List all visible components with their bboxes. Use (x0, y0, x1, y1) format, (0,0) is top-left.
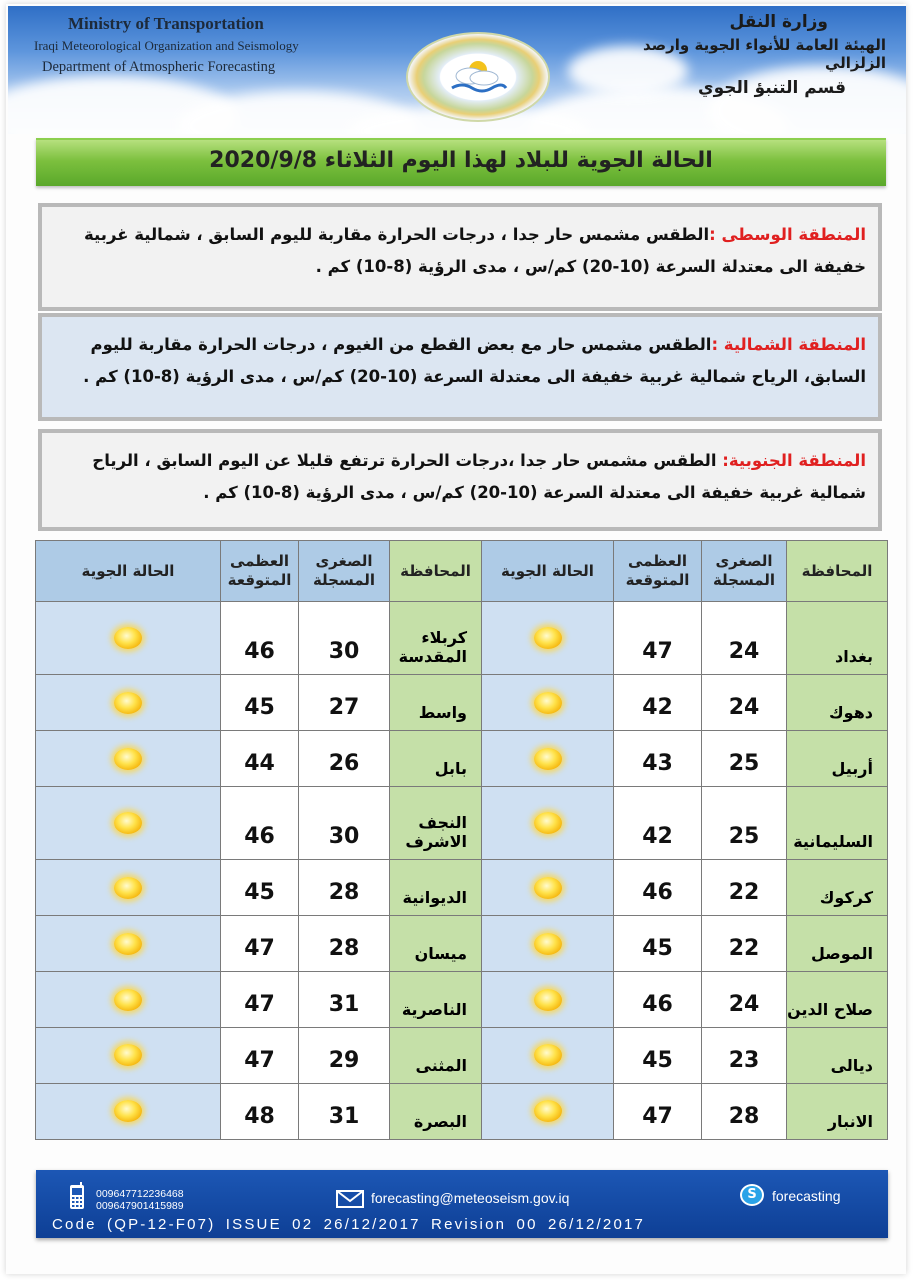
min-temp-cell: 24 (702, 675, 787, 731)
header-governorate: المحافظة (787, 541, 888, 602)
phone-icon (68, 1182, 86, 1210)
region-label: المنطقة الشمالية : (711, 335, 866, 354)
max-temp-cell: 47 (614, 1083, 702, 1139)
weather-cell (482, 787, 614, 860)
min-temp-cell: 22 (702, 916, 787, 972)
header-weather: الحالة الجوية (36, 541, 221, 602)
sun-icon (534, 692, 562, 714)
title-bar (36, 138, 886, 186)
weather-cell (36, 1083, 221, 1139)
governorate-cell: ديالى (787, 1028, 888, 1084)
governorate-cell: الانبار (787, 1083, 888, 1139)
department-name-en: Department of Atmospheric Forecasting (42, 59, 276, 75)
email-link[interactable]: forecasting@meteoseism.gov.iq (371, 1190, 570, 1206)
min-temp-cell: 28 (299, 860, 390, 916)
sun-icon (114, 1044, 142, 1066)
sun-icon (114, 877, 142, 899)
weather-cell (482, 1083, 614, 1139)
mail-icon (336, 1190, 364, 1208)
max-temp-cell: 46 (221, 602, 299, 675)
sun-icon (114, 812, 142, 834)
region-label: المنطقة الجنوبية: (722, 451, 866, 470)
table-row (36, 860, 888, 916)
max-temp-cell: 42 (614, 675, 702, 731)
max-temp-cell: 46 (614, 972, 702, 1028)
min-temp-cell: 24 (702, 972, 787, 1028)
sun-icon (534, 748, 562, 770)
table-row (36, 731, 888, 787)
min-temp-cell: 27 (299, 675, 390, 731)
max-temp-cell: 46 (221, 787, 299, 860)
phone-number: 009647712236468 (96, 1188, 184, 1200)
max-temp-cell: 46 (614, 860, 702, 916)
sun-icon (534, 812, 562, 834)
header-max-line1: العظمى (229, 552, 290, 570)
max-temp-cell: 45 (614, 1028, 702, 1084)
meteorological-seal-icon (406, 32, 550, 122)
min-temp-cell: 31 (299, 1083, 390, 1139)
region-text: الطقس مشمس حار جدا ،درجات الحرارة ترتفع قليلا عن اليوم السابق ، الرياح شمالية غربية خفيفة الى معتدلة السرعة (10-20) كم/س ، مدى الرؤية (8-10) كم . (92, 451, 866, 502)
max-temp-cell: 47 (221, 916, 299, 972)
governorate-cell: صلاح الدين (787, 972, 888, 1028)
max-temp-cell: 47 (221, 972, 299, 1028)
skype-icon: S (740, 1184, 764, 1206)
max-temp-cell: 47 (614, 602, 702, 675)
sun-icon (114, 627, 142, 649)
max-temp-cell: 45 (614, 916, 702, 972)
governorate-cell: بغداد (787, 602, 888, 675)
min-temp-cell: 25 (702, 731, 787, 787)
governorate-cell: الناصرية (390, 972, 482, 1028)
weather-cell (36, 916, 221, 972)
weather-cell (482, 602, 614, 675)
region-central (38, 203, 882, 311)
region-label: المنطقة الوسطى : (709, 225, 866, 244)
governorate-cell: أربيل (787, 731, 888, 787)
weather-cell (482, 675, 614, 731)
table-row (36, 675, 888, 731)
weather-cell (482, 972, 614, 1028)
organization-name-ar: الهيئة العامة للأنواء الجوية وارصد الزلزالي (642, 36, 886, 72)
header-governorate: المحافظة (390, 541, 482, 602)
governorate-cell: المثنى (390, 1028, 482, 1084)
weather-cell (482, 916, 614, 972)
weather-cell (482, 731, 614, 787)
weather-cell (482, 1028, 614, 1084)
header-max (614, 541, 702, 602)
min-temp-cell: 30 (299, 787, 390, 860)
weather-cell (36, 787, 221, 860)
region-text: الطقس مشمس حار مع بعض القطع من الغيوم ، درجات الحرارة مقاربة لليوم السابق، الرياح شمالية غربية خفيفة الى معتدلة السرعة (10-20) كم/س ، مدى الرؤية (8-10) كم . (83, 335, 866, 386)
page-title: الحالة الجوية للبلاد لهذا اليوم الثلاثاء 2020/9/8 (209, 148, 713, 173)
header-min (702, 541, 787, 602)
governorate-cell: ميسان (390, 916, 482, 972)
governorate-cell: الموصل (787, 916, 888, 972)
governorate-cell: دهوك (787, 675, 888, 731)
header-max (221, 541, 299, 602)
skype-handle[interactable]: forecasting (772, 1188, 841, 1204)
phone-numbers (96, 1188, 184, 1212)
sun-icon (534, 627, 562, 649)
sun-icon (114, 989, 142, 1011)
weather-cell (482, 860, 614, 916)
region-south (38, 429, 882, 531)
sun-icon (114, 933, 142, 955)
sun-icon (534, 1044, 562, 1066)
max-temp-cell: 48 (221, 1083, 299, 1139)
header-max-line2: المتوقعة (625, 571, 690, 589)
table-row (36, 916, 888, 972)
min-temp-cell: 23 (702, 1028, 787, 1084)
max-temp-cell: 45 (221, 860, 299, 916)
governorate-cell: النجف الاشرف (390, 787, 482, 860)
weather-cell (36, 731, 221, 787)
sun-icon (114, 1100, 142, 1122)
ministry-name-en: Ministry of Transportation (68, 14, 264, 33)
sun-icon (534, 933, 562, 955)
min-temp-cell: 28 (299, 916, 390, 972)
header-min-line2: المسجلة (312, 571, 376, 589)
header-english (34, 14, 334, 76)
min-temp-cell: 26 (299, 731, 390, 787)
table-row (36, 1028, 888, 1084)
table-row (36, 1083, 888, 1139)
header-max-line2: المتوقعة (227, 571, 292, 589)
max-temp-cell: 45 (221, 675, 299, 731)
max-temp-cell: 44 (221, 731, 299, 787)
organization-name-en: Iraqi Meteorological Organization and Seismology (34, 38, 299, 53)
governorate-cell: الديوانية (390, 860, 482, 916)
max-temp-cell: 43 (614, 731, 702, 787)
weather-cell (36, 1028, 221, 1084)
governorate-cell: كربلاء المقدسة (390, 602, 482, 675)
min-temp-cell: 29 (299, 1028, 390, 1084)
governorate-cell: البصرة (390, 1083, 482, 1139)
sun-icon (534, 877, 562, 899)
weather-cell (36, 675, 221, 731)
header-weather: الحالة الجوية (482, 541, 614, 602)
phone-number: 009647901415989 (96, 1200, 184, 1212)
min-temp-cell: 31 (299, 972, 390, 1028)
footer-bar (36, 1170, 888, 1238)
department-name-ar: قسم التنبؤ الجوي (698, 78, 846, 98)
header-arabic (586, 12, 886, 98)
min-temp-cell: 24 (702, 602, 787, 675)
sun-icon (114, 692, 142, 714)
governorate-cell: كركوك (787, 860, 888, 916)
header-min (299, 541, 390, 602)
weather-cell (36, 602, 221, 675)
max-temp-cell: 47 (221, 1028, 299, 1084)
header-max-line1: العظمى (627, 552, 688, 570)
table-row (36, 972, 888, 1028)
min-temp-cell: 28 (702, 1083, 787, 1139)
table-header-row (36, 541, 888, 602)
table-row (36, 602, 888, 675)
region-north (38, 313, 882, 421)
header-min-line1: الصغرى (715, 552, 773, 570)
max-temp-cell: 42 (614, 787, 702, 860)
sun-icon (534, 989, 562, 1011)
sun-icon (534, 1100, 562, 1122)
region-text: الطقس مشمس حار جدا ، درجات الحرارة مقاربة لليوم السابق ، شمالية غربية خفيفة الى معتدلة السرعة (10-20) كم/س ، مدى الرؤية (8-10) كم . (84, 225, 866, 276)
header-min-line2: المسجلة (712, 571, 776, 589)
governorate-cell: السليمانية (787, 787, 888, 860)
header-banner (8, 6, 906, 134)
governorate-cell: واسط (390, 675, 482, 731)
weather-cell (36, 972, 221, 1028)
governorate-cell: بابل (390, 731, 482, 787)
min-temp-cell: 22 (702, 860, 787, 916)
table-row (36, 787, 888, 860)
min-temp-cell: 30 (299, 602, 390, 675)
forecast-table (35, 540, 888, 1140)
ministry-name-ar: وزارة النقل (729, 12, 828, 32)
header-min-line1: الصغرى (315, 552, 373, 570)
sun-icon (114, 748, 142, 770)
weather-cell (36, 860, 221, 916)
min-temp-cell: 25 (702, 787, 787, 860)
document-code: Code (QP-12-F07) ISSUE 02 26/12/2017 Revision 00 26/12/2017 (52, 1216, 646, 1233)
